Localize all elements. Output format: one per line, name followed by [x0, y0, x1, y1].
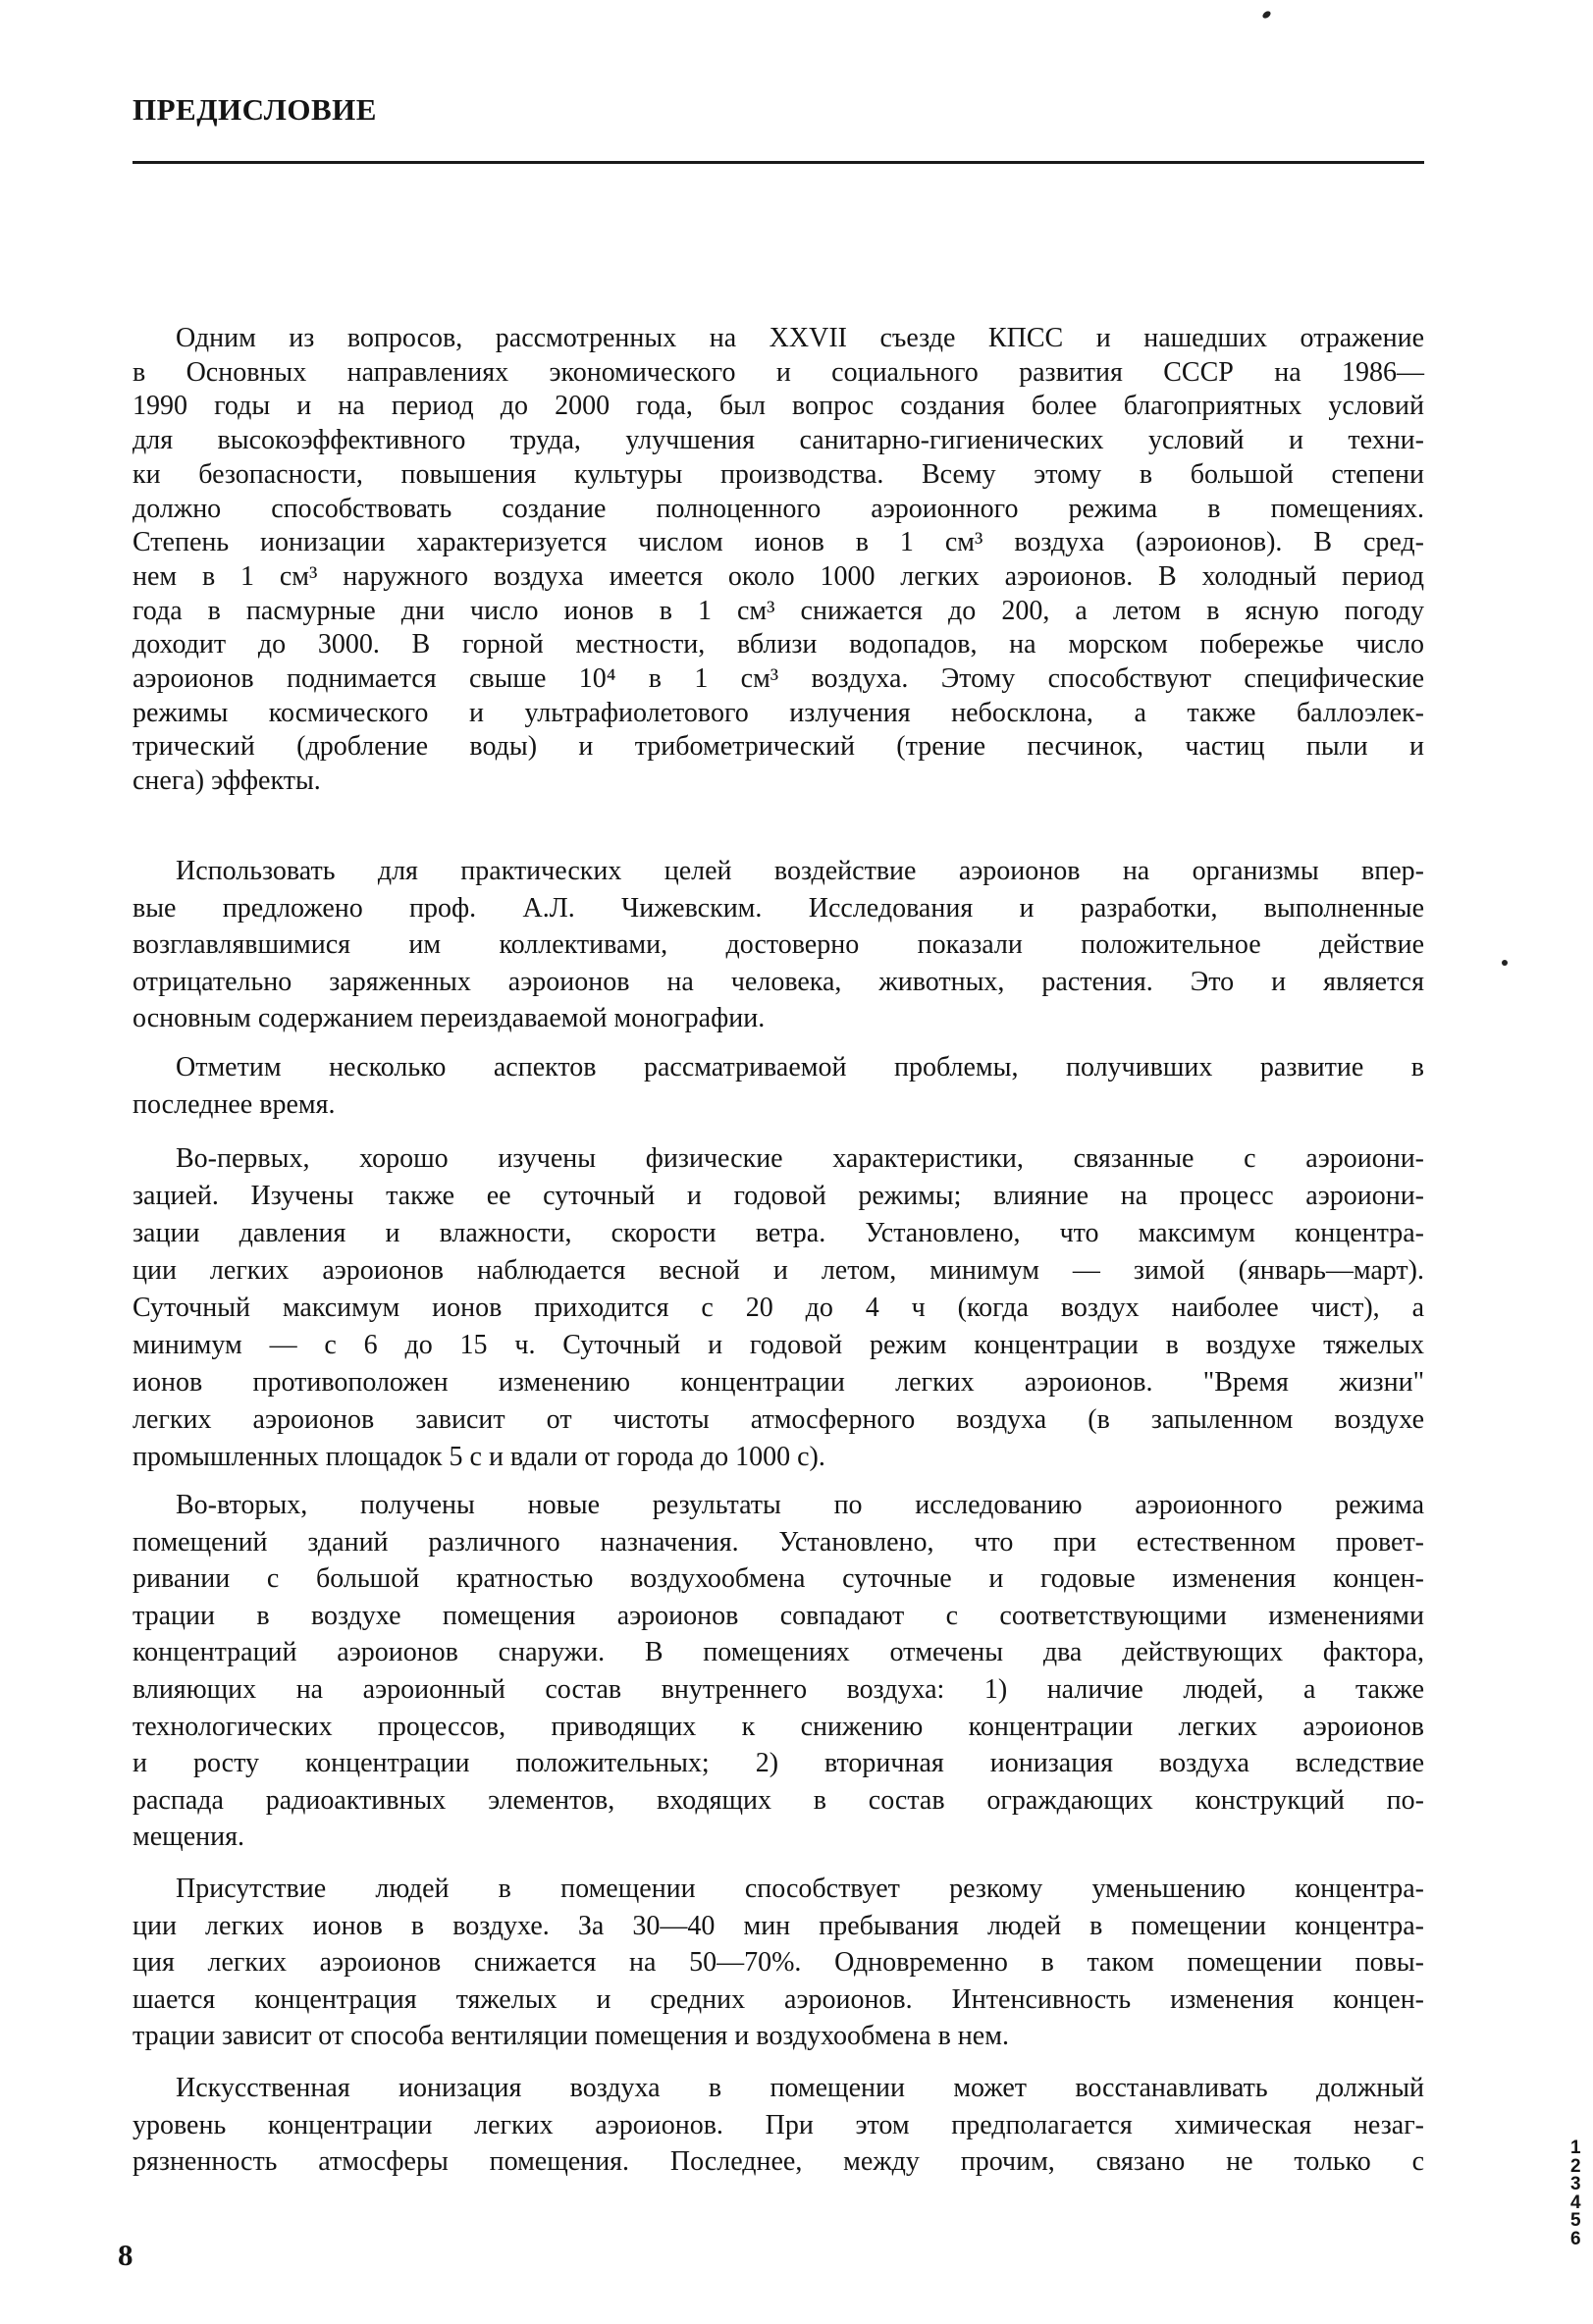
- text-line: зацией. Изучены также ее суточный и годовой режимы; влияние на процесс аэроиони-: [133, 1181, 1424, 1211]
- text-line: минимум — с 6 до 15 ч. Суточный и годовой режим концентрации в воздухе тяжелых: [133, 1330, 1424, 1360]
- text-line: Суточный максимум ионов приходится с 20 до 4 ч (когда воздух наиболее чист), а: [133, 1293, 1424, 1323]
- text-line: для высокоэффективного труда, улучшения санитарно-гигиенических условий и техни-: [133, 425, 1424, 456]
- text-line: ионов противоположен изменению концентрации легких аэроионов. "Время жизни": [133, 1367, 1424, 1398]
- text-line: концентраций аэроионов снаружи. В помещениях отмечены два действующих фактора,: [133, 1637, 1424, 1668]
- margin-digit: 3: [1570, 2174, 1581, 2194]
- text-line: технологических процессов, приводящих к снижению концентрации легких аэроионов: [133, 1711, 1424, 1742]
- text-line: трации в воздухе помещения аэроионов совпадают с соответствующими изменениями: [133, 1600, 1424, 1631]
- scan-speck: [1502, 960, 1508, 966]
- text-line: помещений зданий различного назначения. Установлено, что при естественном провет-: [133, 1526, 1424, 1558]
- text-line: легких аэроионов зависит от чистоты атмосферного воздуха (в запыленном воздухе: [133, 1404, 1424, 1435]
- margin-digit: 4: [1570, 2192, 1581, 2213]
- text-line: ции легких ионов в воздухе. За 30—40 мин пребывания людей в помещении концентра-: [133, 1910, 1424, 1941]
- text-line: снега) эффекты.: [133, 766, 321, 797]
- text-line: вые предложено проф. А.Л. Чижевским. Исследования и разработки, выполненные: [133, 892, 1424, 924]
- text-line: трический (дробление воды) и трибометрический (трение песчинок, частиц пыли и: [133, 731, 1424, 763]
- text-line: нем в 1 см³ наружного воздуха имеется около 1000 легких аэроионов. В холодный период: [133, 560, 1424, 592]
- text-line: доходит до 3000. В горной местности, вблизи водопадов, на морском побережье число: [133, 629, 1424, 660]
- text-line: ция легких аэроионов снижается на 50—70%. Одновременно в таком помещении повы-: [133, 1947, 1424, 1979]
- text-line: ции легких аэроионов наблюдается весной и летом, минимум — зимой (январь—март).: [133, 1255, 1424, 1286]
- text-line: возглавлявшимися им коллективами, достоверно показали положительное действие: [133, 929, 1424, 961]
- text-line: Во-первых, хорошо изучены физические характеристики, связанные с аэроиони-: [176, 1143, 1424, 1174]
- text-line: распада радиоактивных элементов, входящих в состав ограждающих конструкций по-: [133, 1784, 1424, 1816]
- text-line: последнее время.: [133, 1088, 336, 1120]
- text-line: должно способствовать создание полноценного аэроионного режима в помещениях.: [133, 493, 1424, 524]
- text-line: влияющих на аэроионный состав внутреннего воздуха: 1) наличие людей, а также: [133, 1673, 1424, 1705]
- text-line: 1990 годы и на период до 2000 года, был вопрос создания более благоприятных условий: [133, 391, 1424, 422]
- paragraph: [133, 2070, 1424, 2181]
- text-line: аэроионов поднимается свыше 10⁴ в 1 см³ воздуха. Этому способствуют специфические: [133, 663, 1424, 695]
- paragraph: [133, 322, 1424, 799]
- heading-rule: [133, 161, 1424, 164]
- margin-digit: 2: [1570, 2155, 1581, 2177]
- text-line: шается концентрация тяжелых и средних аэроионов. Интенсивность изменения концен-: [133, 1983, 1424, 2015]
- margin-line-numbers: [1570, 2139, 1584, 2248]
- section-heading: ПРЕДИСЛОВИЕ: [133, 92, 377, 127]
- paragraph: [133, 1487, 1424, 1856]
- page-number: 8: [118, 2238, 133, 2272]
- text-line: Использовать для практических целей воздействие аэроионов на организмы впер-: [176, 856, 1424, 886]
- paragraph: [133, 1871, 1424, 2055]
- text-line: Степень ионизации характеризуется числом ионов в 1 см³ воздуха (аэроионов). В сред-: [133, 527, 1424, 558]
- text-line: режимы космического и ультрафиолетового излучения небосклона, а также баллоэлек-: [133, 697, 1424, 728]
- text-line: ки безопасности, повышения культуры производства. Всему этому в большой степени: [133, 458, 1424, 490]
- text-line: уровень концентрации легких аэроионов. При этом предполагается химическая незаг-: [133, 2109, 1424, 2140]
- text-line: Искусственная ионизация воздуха в помещении может восстанавливать должный: [176, 2073, 1424, 2103]
- text-line: Во-вторых, получены новые результаты по исследованию аэроионного режима: [176, 1490, 1424, 1520]
- text-line: ривании с большой кратностью воздухообмена суточные и годовые изменения концен-: [133, 1563, 1424, 1595]
- text-line: рязненность атмосферы помещения. Последнее, между прочим, связано не только с: [133, 2146, 1424, 2178]
- paragraph: [133, 1049, 1424, 1123]
- text-line: в Основных направлениях экономического и социального развития СССР на 1986—: [133, 356, 1424, 388]
- text-line: Одним из вопросов, рассмотренных на XXVII съезде КПСС и нашедших отражение: [176, 323, 1424, 353]
- margin-digit: 6: [1570, 2228, 1581, 2249]
- text-line: зации давления и влажности, скорости ветра. Установлено, что максимум концентра-: [133, 1218, 1424, 1248]
- text-line: промышленных площадок 5 с и вдали от города до 1000 с).: [133, 1442, 825, 1472]
- paragraph: [133, 853, 1424, 1037]
- text-line: и росту концентрации положительных; 2) вторичная ионизация воздуха вследствие: [133, 1748, 1424, 1779]
- text-line: основным содержанием переиздаваемой монографии.: [133, 1003, 766, 1034]
- text-line: Отметим несколько аспектов рассматриваемой проблемы, получивших развитие в: [176, 1052, 1424, 1083]
- text-line: отрицательно заряженных аэроионов на человека, животных, растения. Это и является: [133, 966, 1424, 997]
- text-line: трации зависит от способа вентиляции помещения и воздухообмена в нем.: [133, 2021, 1009, 2052]
- paragraph: [133, 1140, 1424, 1476]
- text-line: мещения.: [133, 1822, 244, 1853]
- margin-digit: 5: [1570, 2210, 1581, 2231]
- margin-digit: 1: [1570, 2138, 1581, 2158]
- text-line: года в пасмурные дни число ионов в 1 см³ снижается до 200, а летом в ясную погоду: [133, 595, 1424, 626]
- scan-speck: [1261, 10, 1272, 20]
- text-line: Присутствие людей в помещении способствует резкому уменьшению концентра-: [176, 1874, 1424, 1904]
